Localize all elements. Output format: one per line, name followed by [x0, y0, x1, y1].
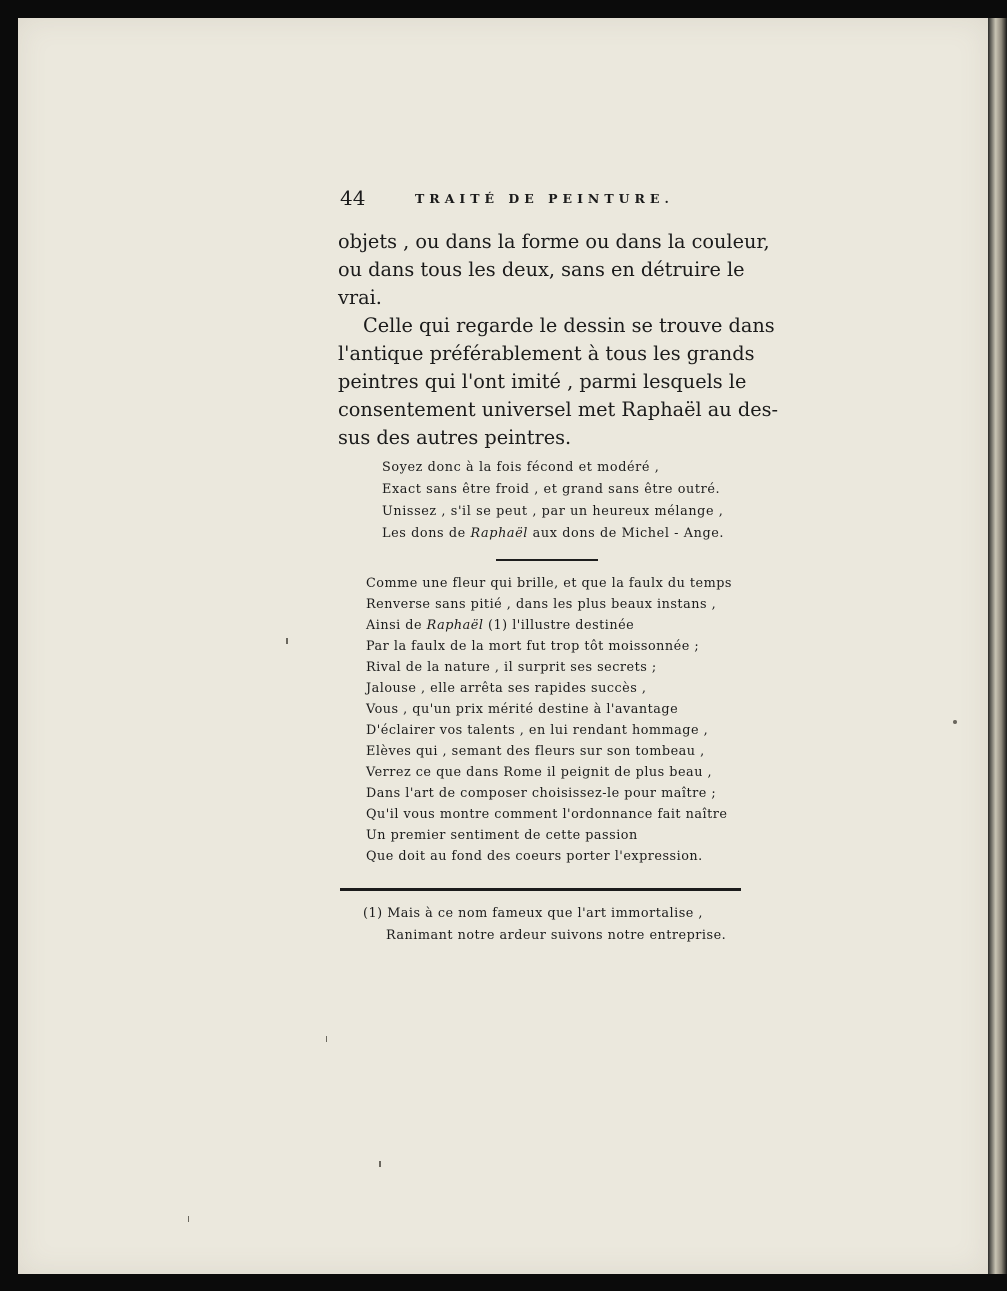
poem-line: Un premier sentiment de cette passion	[366, 828, 638, 843]
poem-line: Elèves qui , semant des fleurs sur son tombeau ,	[366, 744, 705, 759]
body-line: sus des autres peintres.	[338, 426, 572, 449]
paper-speck	[286, 638, 288, 644]
body-line: ou dans tous les deux, sans en détruire le	[338, 258, 745, 281]
poem-line: Par la faulx de la mort fut trop tôt moissonnée ;	[366, 639, 700, 654]
paper-speck	[326, 1036, 327, 1042]
poem-text: Ainsi de	[366, 618, 427, 633]
verse-text: aux dons de Michel - Ange.	[528, 526, 725, 541]
footnote-rule	[340, 888, 741, 891]
poem-line: D'éclairer vos talents , en lui rendant hommage ,	[366, 723, 709, 738]
running-head: TRAITÉ DE PEINTURE.	[415, 191, 674, 206]
paper-speck	[379, 1161, 381, 1167]
verse-text: Les dons de	[382, 526, 471, 541]
body-line: Celle qui regarde le dessin se trouve dans	[363, 314, 775, 337]
poem-line: Verrez ce que dans Rome il peignit de plus beau ,	[366, 765, 713, 780]
verse-line: Soyez donc à la fois fécond et modéré ,	[382, 460, 660, 475]
poem-line: Jalouse , elle arrêta ses rapides succès ,	[366, 681, 647, 696]
poem-line: Renverse sans pitié , dans les plus beaux instans ,	[366, 597, 717, 612]
footnote-line: Ranimant notre ardeur suivons notre entreprise.	[386, 928, 727, 943]
body-line: vrai.	[338, 286, 382, 309]
poem-line: Rival de la nature , il surprit ses secrets ;	[366, 660, 657, 675]
body-line: objets , ou dans la forme ou dans la couleur,	[338, 230, 770, 253]
adjacent-page-edge	[988, 18, 1007, 1274]
poem-line: Vous , qu'un prix mérité destine à l'avantage	[366, 702, 679, 717]
book-page	[18, 18, 988, 1274]
verse-line: Exact sans être froid , et grand sans être outré.	[382, 482, 721, 497]
body-line: peintres qui l'ont imité , parmi lesquels le	[338, 370, 747, 393]
poem-line: Dans l'art de composer choisissez-le pour maître ;	[366, 786, 717, 801]
poem-text: (1) l'illustre destinée	[483, 618, 635, 633]
body-line: l'antique préférablement à tous les grands	[338, 342, 755, 365]
paper-speck	[188, 1216, 189, 1222]
poem-line	[366, 618, 634, 633]
footnote-line: (1) Mais à ce nom fameux que l'art immortalise ,	[363, 906, 703, 921]
verse-line	[382, 526, 724, 541]
verse-line: Unissez , s'il se peut , par un heureux mélange ,	[382, 504, 724, 519]
raphael-italic: Raphaël	[426, 618, 484, 633]
poem-line: Comme une fleur qui brille, et que la faulx du temps	[366, 576, 732, 591]
page-number: 44	[340, 186, 366, 210]
paper-speck	[953, 720, 957, 724]
raphael-italic: Raphaël	[470, 526, 529, 541]
poem-line: Qu'il vous montre comment l'ordonnance fait naître	[366, 807, 728, 822]
section-divider	[496, 559, 598, 561]
body-line: consentement universel met Raphaël au des-	[338, 398, 779, 421]
poem-line: Que doit au fond des coeurs porter l'expression.	[366, 849, 703, 864]
